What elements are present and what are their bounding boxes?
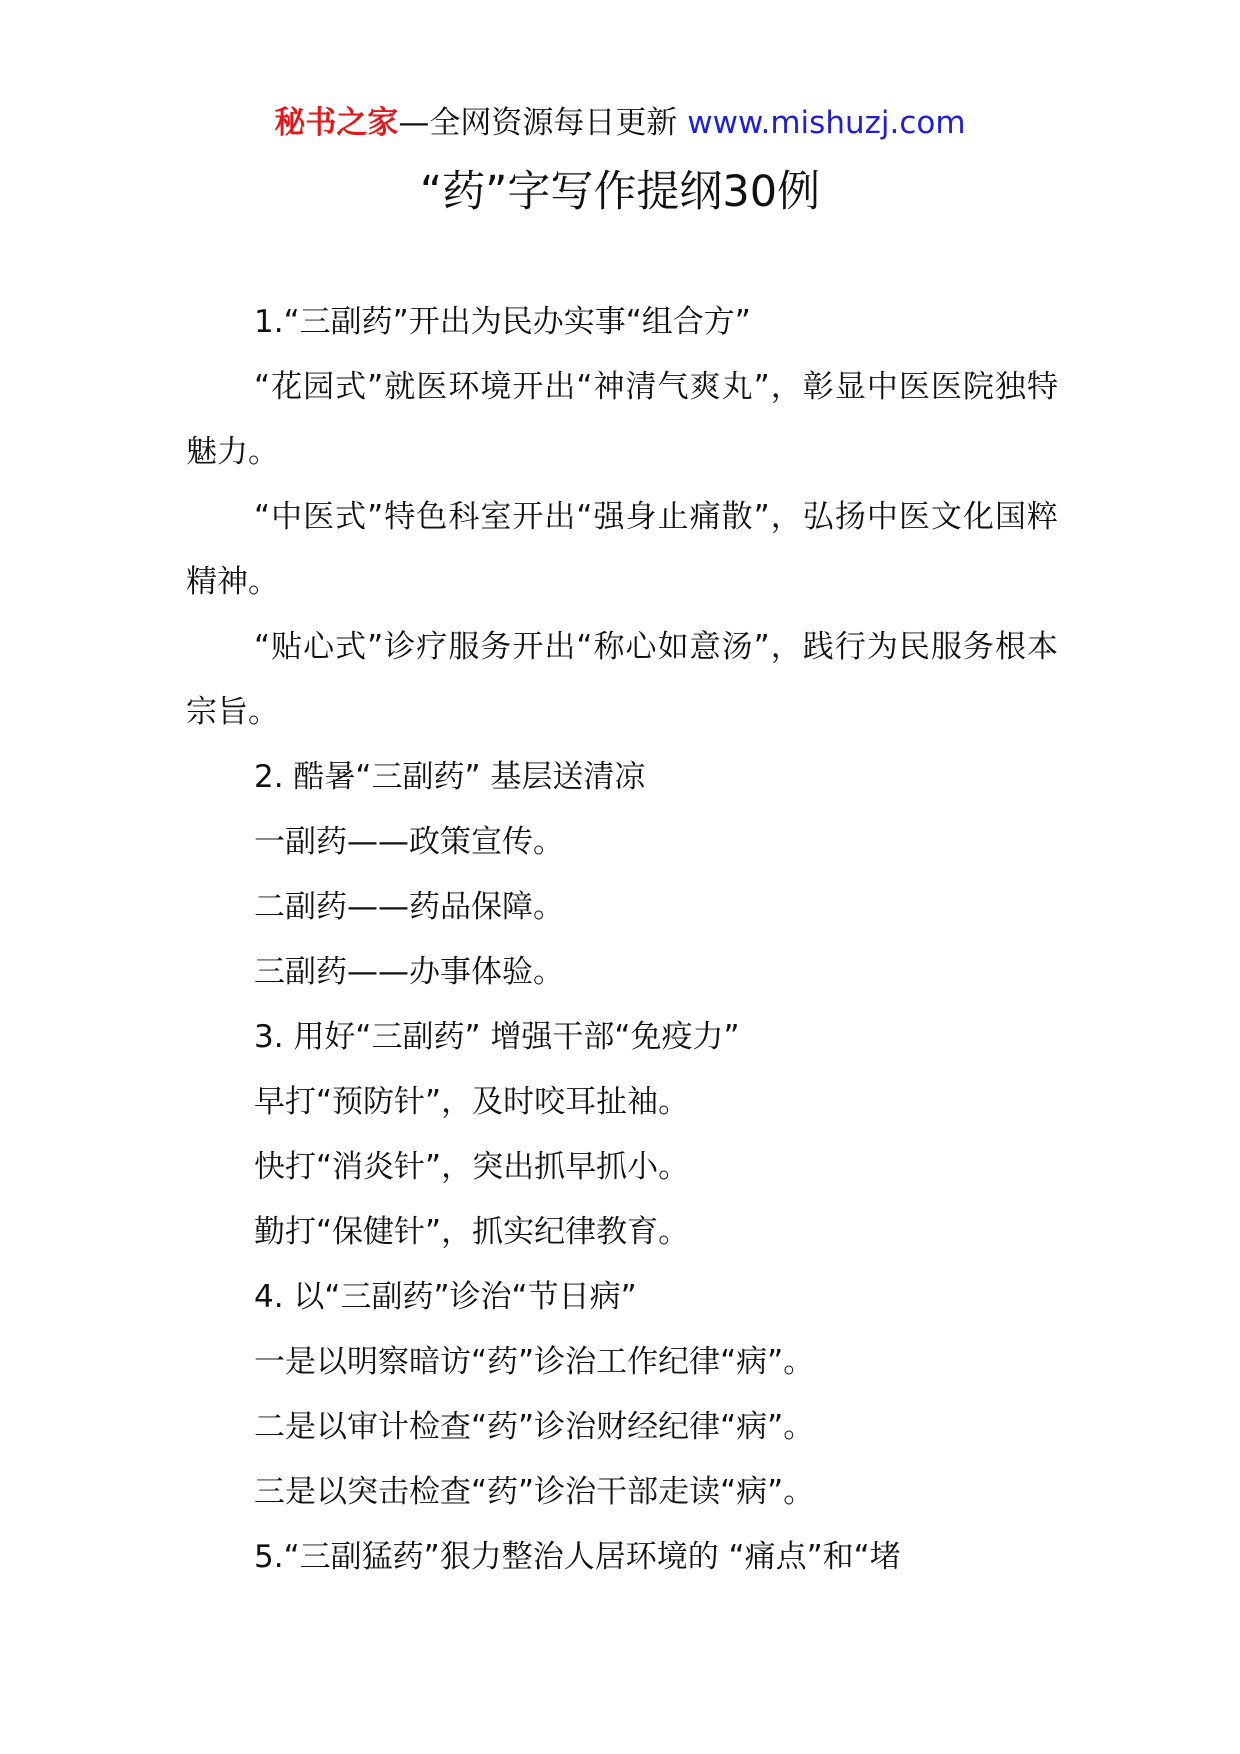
- paragraph: 快打“消炎针”，突出抓早抓小。: [254, 1149, 690, 1185]
- paragraph: 4. 以“三副药”诊治“节日病”: [254, 1279, 637, 1315]
- paragraph: 1.“三副药”开出为民办实事“组合方”: [254, 304, 751, 340]
- paragraph: “中医式”特色科室开出“强身止痛散”，弘扬中医文化国粹精神。: [186, 499, 1058, 600]
- paragraph: 3. 用好“三副药” 增强干部“免疫力”: [254, 1019, 740, 1055]
- paragraph: 5.“三副猛药”狠力整治人居环境的 “痛点”和“堵: [254, 1539, 901, 1575]
- paragraph: 勤打“保健针”，抓实纪律教育。: [254, 1214, 690, 1250]
- paragraph: 三副药——办事体验。: [254, 954, 564, 990]
- paragraph: 2. 酷暑“三副药” 基层送清凉: [254, 759, 646, 795]
- paragraph: 二副药——药品保障。: [254, 889, 564, 925]
- site-header: [0, 100, 1240, 146]
- document-title: “药”字写作提纲30例: [419, 167, 821, 217]
- paragraph: 一副药——政策宣传。: [254, 824, 564, 860]
- paragraph: “贴心式”诊疗服务开出“称心如意汤”，践行为民服务根本宗旨。: [186, 629, 1058, 730]
- brand-name: 秘书之家: [274, 105, 399, 141]
- paragraph: 一是以明察暗访“药”诊治工作纪律“病”。: [254, 1344, 815, 1380]
- document-body: [186, 290, 1058, 1590]
- paragraph: 二是以审计检查“药”诊治财经纪律“病”。: [254, 1409, 815, 1445]
- paragraph: 三是以突击检查“药”诊治干部走读“病”。: [254, 1474, 815, 1510]
- site-url-link[interactable]: www.mishuzj.com: [687, 105, 966, 141]
- paragraph: “花园式”就医环境开出“神清气爽丸”，彰显中医医院独特魅力。: [186, 369, 1058, 470]
- site-tagline: —全网资源每日更新: [398, 105, 688, 141]
- paragraph: 早打“预防针”，及时咬耳扯袖。: [254, 1084, 690, 1120]
